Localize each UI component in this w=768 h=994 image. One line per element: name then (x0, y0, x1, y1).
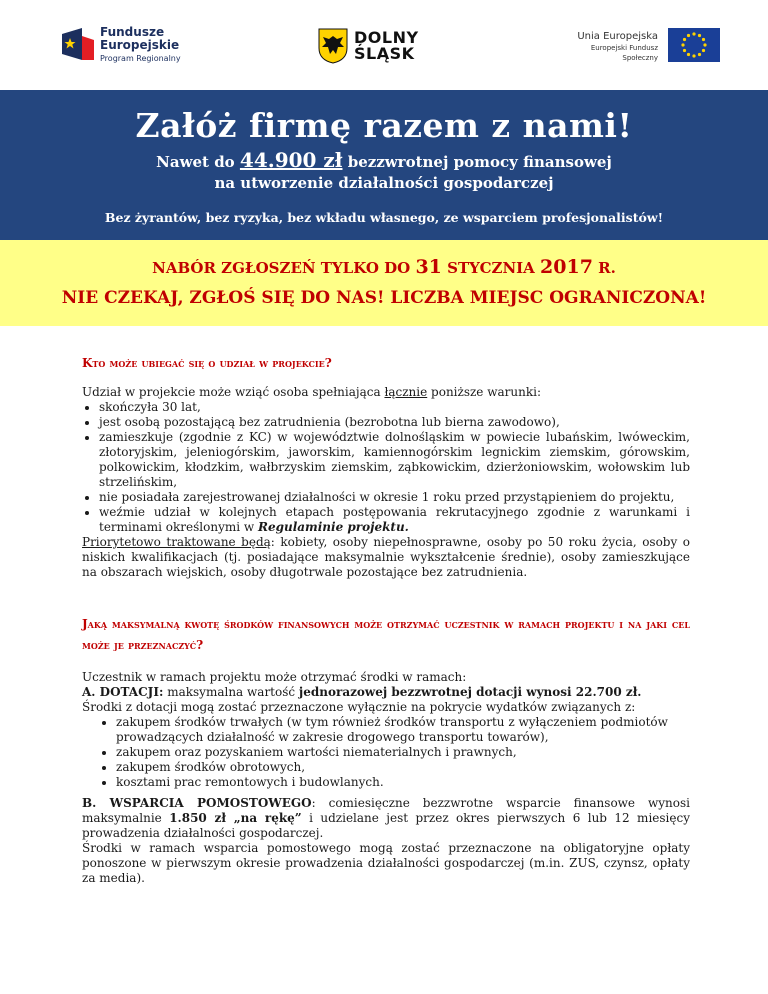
list-item: • zakupem środków obrotowych, (116, 760, 690, 775)
section2-intro: Uczestnik w ramach projektu może otrzymać środki w ramach: (82, 670, 467, 684)
item5-text: weźmie udział w kolejnych etapach postępowania rekrutacyjnego zgodnie z warunkami i terminami określonymi w (99, 505, 690, 534)
priority-text: : kobiety, osoby niepełnosprawne, osoby po 50 roku życia, osoby o niskich kwalifikacjach (tj. posiadające maksymalnie wykształcenie średnie), osoby zamieszkujące na obszarach wiejskich, osoby długotrwale pozostające bez zatrudnienia. (82, 535, 690, 579)
dolny-slask-line1: DOLNY (354, 28, 419, 47)
eligibility-list (82, 400, 690, 535)
priority-paragraph (82, 535, 690, 580)
deadline-notice (0, 240, 768, 326)
fundusze-europejskie-mark-icon (62, 28, 94, 60)
intro-post: poniższe warunki: (427, 385, 541, 399)
intro-underline: łącznie (384, 385, 428, 399)
unia-europejska-logo (560, 28, 720, 68)
hero-banner (0, 90, 768, 240)
hero-subtitle-amount (0, 148, 768, 172)
deadline-year: 2017 (540, 256, 593, 278)
hero-subtitle-purpose: na utworzenie działalności gospodarczej (214, 174, 554, 192)
list-item: • zamieszkuje (zgodnie z KC) w województwie dolnośląskim w powiecie lubańskim, lwóweckim, złotoryjskim, jeleniogórskim, jaworskim, kamiennogórskim legnickim ziemskim, górowskim, polkowickim, kłodzkim, wałbrzyskim ziemskim, ząbkowickim, dzierżoniowskim, wołowskim lub strzelińskim, (99, 430, 690, 490)
fundusze-line1: Fundusze (100, 25, 165, 39)
list-item: • kosztami prac remontowych i budowlanych. (116, 775, 690, 790)
deadline-day: 31 (415, 256, 442, 278)
dolny-slask-logo (318, 28, 428, 68)
fundusze-line2: Europejskie (100, 38, 180, 52)
deadline-text-e: R. (592, 259, 616, 277)
dotacja-pre: maksymalna wartość (163, 685, 299, 699)
hero-sub1-post: bezzwrotnej pomocy finansowej (342, 153, 612, 171)
dotacja-description: Środki z dotacji mogą zostać przeznaczone wyłącznie na pokrycie wydatków związanych z: (82, 700, 636, 714)
pomostowe-post: i udzielane jest przez okres pierwszych 6 lub 12 miesięcy prowadzenia działalności gospodarczej. (82, 811, 690, 840)
limited-places-line: NIE CZEKAJ, ZGŁOŚ SIĘ DO NAS! LICZBA MIEJSC OGRANICZONA! (61, 288, 707, 308)
deadline-line (0, 256, 768, 278)
fundusze-line3: Program Regionalny (100, 54, 181, 63)
pomostowe-pre: : comiesięczne bezzwrotne wsparcie finansowe wynosi maksymalnie (82, 796, 690, 825)
section1-intro (82, 385, 690, 400)
fundusze-europejskie-logo (62, 26, 232, 66)
regulamin-reference: Regulaminie projektu. (257, 520, 409, 534)
list-item: • jest osobą pozostającą bez zatrudnienia (bezrobotna lub bierna zawodowo), (99, 415, 690, 430)
dotacja-paragraph (82, 685, 690, 700)
pomostowe-label: B. WSPARCIA POMOSTOWEGO (82, 796, 312, 810)
intro-pre: Udział w projekcie może wziąć osoba spełniająca (82, 385, 385, 399)
list-item (99, 505, 690, 535)
eu-flag-icon (668, 28, 720, 62)
hero-amount: 44.900 zł (239, 148, 343, 172)
hero-tagline: Bez żyrantów, bez ryzyka, bez wkładu własnego, ze wsparciem profesjonalistów! (104, 210, 664, 225)
expense-list (82, 715, 690, 790)
list-item: • nie posiadała zarejestrowanej działalności w okresie 1 roku przed przystąpieniem do projektu, (99, 490, 690, 505)
pomostowe-description: Środki w ramach wsparcia pomostowego mogą zostać przeznaczone na obligatoryjne opłaty ponoszone w pierwszym okresie prowadzenia działalności gospodarczej (m.in. ZUS, czynsz, opłaty za media). (82, 841, 690, 885)
hero-sub1-pre: Nawet do (156, 153, 240, 171)
dotacja-amount: jednorazowej bezzwrotnej dotacji wynosi 22.700 zł. (298, 685, 642, 699)
list-item: • zakupem środków trwałych (w tym również środków transportu z wyłączeniem podmiotów prowadzących działalność w zakresie drogowego transportu towarów), (116, 715, 690, 745)
deadline-text-a: NABÓR ZGŁOSZEŃ TYLKO DO (152, 259, 416, 277)
dotacja-label: A. DOTACJI: (82, 685, 164, 699)
deadline-text-c: STYCZNIA (441, 259, 541, 277)
logo-bar (0, 0, 768, 90)
dolny-slask-line2: ŚLĄSK (354, 44, 415, 63)
eagle-crest-icon (318, 28, 348, 64)
pomostowe-paragraph (82, 796, 690, 841)
priority-label: Priorytetowo traktowane będą (82, 535, 271, 549)
section1-title: Kto może ubiegać się o udział w projekcie? (82, 356, 332, 370)
pomostowe-amount: 1.850 zł „na rękę” (169, 811, 302, 825)
hero-title: Załóż firmę razem z nami! (135, 106, 633, 145)
section2-title: Jaką maksymalną kwotę środków finansowych może otrzymać uczestnik w ramach projektu i na jaki cel może je przeznaczyć? (82, 617, 690, 652)
ue-line2: Europejski Fundusz Społeczny (590, 44, 658, 62)
main-content (82, 356, 690, 886)
list-item: • skończyła 30 lat, (99, 400, 690, 415)
ue-line1: Unia Europejska (577, 31, 658, 42)
list-item: • zakupem oraz pozyskaniem wartości niematerialnych i prawnych, (116, 745, 690, 760)
